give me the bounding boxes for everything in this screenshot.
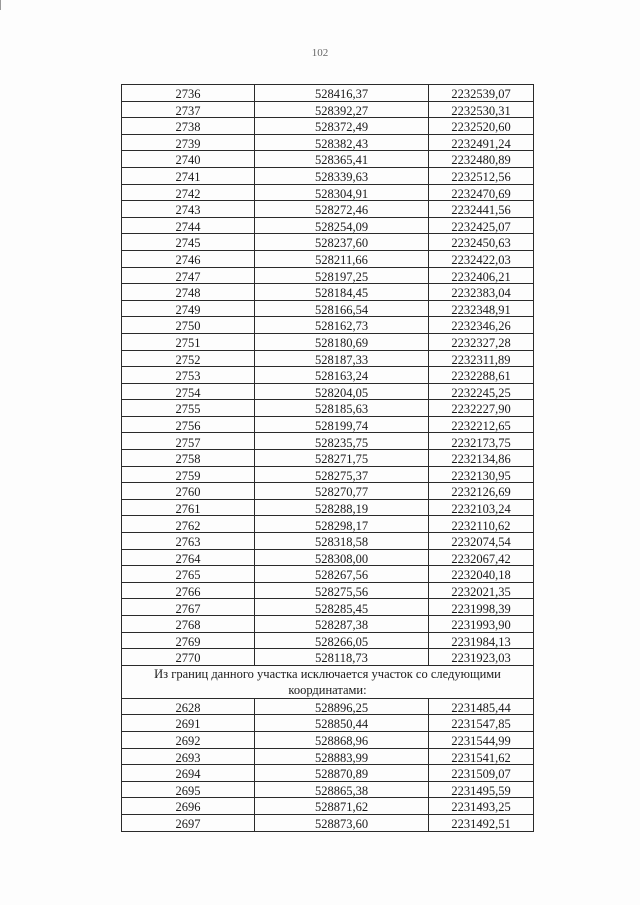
y-coordinate-cell: 2232406,21 [429,267,534,284]
y-coordinate-cell: 2231509,07 [429,765,534,782]
x-coordinate-cell: 528298,17 [255,516,429,533]
table-row [122,549,534,566]
x-coordinate-cell: 528871,62 [255,798,429,815]
scan-corner-mark [0,0,1,10]
y-coordinate-cell: 2232425,07 [429,217,534,234]
x-coordinate-cell: 528883,99 [255,748,429,765]
table-row [122,566,534,583]
table-row [122,781,534,798]
table-row [122,101,534,118]
point-number-cell: 2744 [122,217,255,234]
y-coordinate-cell: 2232346,26 [429,317,534,334]
y-coordinate-cell: 2232126,69 [429,483,534,500]
coordinates-table [121,84,534,832]
x-coordinate-cell: 528339,63 [255,167,429,184]
y-coordinate-cell: 2232021,35 [429,582,534,599]
point-number-cell: 2743 [122,201,255,218]
y-coordinate-cell: 2232520,60 [429,118,534,135]
point-number-cell: 2762 [122,516,255,533]
point-number-cell: 2753 [122,367,255,384]
x-coordinate-cell: 528270,77 [255,483,429,500]
table-row [122,151,534,168]
y-coordinate-cell: 2231923,03 [429,649,534,666]
table-row [122,400,534,417]
x-coordinate-cell: 528163,24 [255,367,429,384]
table-row [122,317,534,334]
y-coordinate-cell: 2232512,56 [429,167,534,184]
y-coordinate-cell: 2232450,63 [429,234,534,251]
point-number-cell: 2693 [122,748,255,765]
y-coordinate-cell: 2232491,24 [429,134,534,151]
table-row [122,333,534,350]
point-number-cell: 2769 [122,632,255,649]
x-coordinate-cell: 528288,19 [255,499,429,516]
exclusion-note-section [122,665,534,698]
table-row [122,284,534,301]
y-coordinate-cell: 2232422,03 [429,250,534,267]
table-row [122,201,534,218]
y-coordinate-cell: 2231547,85 [429,715,534,732]
table-row [122,416,534,433]
table-row [122,483,534,500]
x-coordinate-cell: 528187,33 [255,350,429,367]
point-number-cell: 2692 [122,731,255,748]
table-row [122,632,534,649]
point-number-cell: 2737 [122,101,255,118]
y-coordinate-cell: 2231492,51 [429,814,534,831]
point-number-cell: 2763 [122,533,255,550]
point-number-cell: 2757 [122,433,255,450]
point-number-cell: 2752 [122,350,255,367]
table-row [122,499,534,516]
x-coordinate-cell: 528304,91 [255,184,429,201]
x-coordinate-cell: 528308,00 [255,549,429,566]
point-number-cell: 2628 [122,698,255,715]
point-number-cell: 2766 [122,582,255,599]
point-number-cell: 2755 [122,400,255,417]
point-number-cell: 2748 [122,284,255,301]
x-coordinate-cell: 528318,58 [255,533,429,550]
x-coordinate-cell: 528184,45 [255,284,429,301]
point-number-cell: 2759 [122,466,255,483]
x-coordinate-cell: 528416,37 [255,85,429,102]
point-number-cell: 2758 [122,450,255,467]
point-number-cell: 2747 [122,267,255,284]
y-coordinate-cell: 2232134,86 [429,450,534,467]
table-row [122,267,534,284]
point-number-cell: 2751 [122,333,255,350]
y-coordinate-cell: 2231541,62 [429,748,534,765]
table-row [122,765,534,782]
table-row [122,184,534,201]
table-row [122,466,534,483]
x-coordinate-cell: 528267,56 [255,566,429,583]
table-row [122,167,534,184]
table-row [122,616,534,633]
y-coordinate-cell: 2232383,04 [429,284,534,301]
point-number-cell: 2696 [122,798,255,815]
y-coordinate-cell: 2231998,39 [429,599,534,616]
y-coordinate-cell: 2231495,59 [429,781,534,798]
y-coordinate-cell: 2232227,90 [429,400,534,417]
table-row [122,582,534,599]
point-number-cell: 2741 [122,167,255,184]
table-row [122,350,534,367]
y-coordinate-cell: 2232539,07 [429,85,534,102]
table-row [122,118,534,135]
x-coordinate-cell: 528272,46 [255,201,429,218]
point-number-cell: 2756 [122,416,255,433]
x-coordinate-cell: 528285,45 [255,599,429,616]
table-row [122,134,534,151]
x-coordinate-cell: 528896,25 [255,698,429,715]
table-row [122,250,534,267]
table-row [122,433,534,450]
x-coordinate-cell: 528118,73 [255,649,429,666]
x-coordinate-cell: 528271,75 [255,450,429,467]
x-coordinate-cell: 528392,27 [255,101,429,118]
point-number-cell: 2697 [122,814,255,831]
x-coordinate-cell: 528865,38 [255,781,429,798]
point-number-cell: 2742 [122,184,255,201]
y-coordinate-cell: 2231485,44 [429,698,534,715]
coordinates-table-body-top [122,85,534,666]
y-coordinate-cell: 2231993,90 [429,616,534,633]
point-number-cell: 2740 [122,151,255,168]
page-number: 102 [311,47,329,59]
x-coordinate-cell: 528275,37 [255,466,429,483]
table-row [122,234,534,251]
table-row [122,715,534,732]
y-coordinate-cell: 2232480,89 [429,151,534,168]
point-number-cell: 2745 [122,234,255,251]
table-row [122,748,534,765]
y-coordinate-cell: 2232173,75 [429,433,534,450]
x-coordinate-cell: 528185,63 [255,400,429,417]
y-coordinate-cell: 2232110,62 [429,516,534,533]
y-coordinate-cell: 2232348,91 [429,300,534,317]
y-coordinate-cell: 2232470,69 [429,184,534,201]
point-number-cell: 2767 [122,599,255,616]
y-coordinate-cell: 2232311,89 [429,350,534,367]
point-number-cell: 2691 [122,715,255,732]
table-row [122,85,534,102]
x-coordinate-cell: 528850,44 [255,715,429,732]
y-coordinate-cell: 2231544,99 [429,731,534,748]
x-coordinate-cell: 528237,60 [255,234,429,251]
x-coordinate-cell: 528266,05 [255,632,429,649]
y-coordinate-cell: 2231493,25 [429,798,534,815]
exclusion-note-row [122,665,534,698]
x-coordinate-cell: 528365,41 [255,151,429,168]
x-coordinate-cell: 528868,96 [255,731,429,748]
x-coordinate-cell: 528166,54 [255,300,429,317]
x-coordinate-cell: 528180,69 [255,333,429,350]
point-number-cell: 2694 [122,765,255,782]
table-row [122,798,534,815]
y-coordinate-cell: 2232327,28 [429,333,534,350]
x-coordinate-cell: 528254,09 [255,217,429,234]
x-coordinate-cell: 528211,66 [255,250,429,267]
table-row [122,649,534,666]
point-number-cell: 2761 [122,499,255,516]
point-number-cell: 2695 [122,781,255,798]
y-coordinate-cell: 2232074,54 [429,533,534,550]
table-row [122,516,534,533]
table-row [122,217,534,234]
x-coordinate-cell: 528162,73 [255,317,429,334]
exclusion-note: Из границ данного участка исключается участок со следующими координатами: [122,665,534,698]
x-coordinate-cell: 528275,56 [255,582,429,599]
point-number-cell: 2760 [122,483,255,500]
y-coordinate-cell: 2232212,65 [429,416,534,433]
table-row [122,367,534,384]
x-coordinate-cell: 528372,49 [255,118,429,135]
table-row [122,814,534,831]
point-number-cell: 2739 [122,134,255,151]
y-coordinate-cell: 2232245,25 [429,383,534,400]
point-number-cell: 2765 [122,566,255,583]
point-number-cell: 2749 [122,300,255,317]
point-number-cell: 2736 [122,85,255,102]
x-coordinate-cell: 528235,75 [255,433,429,450]
table-row [122,300,534,317]
y-coordinate-cell: 2232103,24 [429,499,534,516]
point-number-cell: 2738 [122,118,255,135]
y-coordinate-cell: 2232530,31 [429,101,534,118]
y-coordinate-cell: 2232130,95 [429,466,534,483]
point-number-cell: 2764 [122,549,255,566]
y-coordinate-cell: 2232067,42 [429,549,534,566]
table-row [122,383,534,400]
table-row [122,698,534,715]
point-number-cell: 2746 [122,250,255,267]
table-row [122,731,534,748]
y-coordinate-cell: 2232040,18 [429,566,534,583]
point-number-cell: 2754 [122,383,255,400]
point-number-cell: 2770 [122,649,255,666]
x-coordinate-cell: 528197,25 [255,267,429,284]
y-coordinate-cell: 2231984,13 [429,632,534,649]
x-coordinate-cell: 528199,74 [255,416,429,433]
y-coordinate-cell: 2232441,56 [429,201,534,218]
table-row [122,599,534,616]
x-coordinate-cell: 528204,05 [255,383,429,400]
point-number-cell: 2768 [122,616,255,633]
x-coordinate-cell: 528873,60 [255,814,429,831]
coordinates-table-body-bottom [122,698,534,831]
x-coordinate-cell: 528382,43 [255,134,429,151]
point-number-cell: 2750 [122,317,255,334]
table-row [122,450,534,467]
x-coordinate-cell: 528870,89 [255,765,429,782]
x-coordinate-cell: 528287,38 [255,616,429,633]
table-row [122,533,534,550]
y-coordinate-cell: 2232288,61 [429,367,534,384]
